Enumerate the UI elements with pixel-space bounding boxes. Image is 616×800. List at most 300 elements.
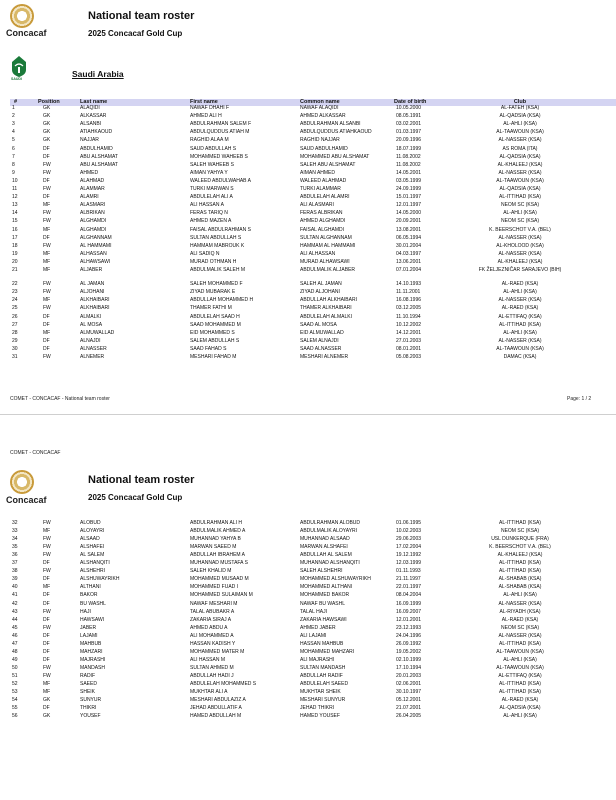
player-number: 32 <box>12 520 18 526</box>
player-number: 31 <box>12 354 18 360</box>
player-club: AL-ETTIFAQ (KSA) <box>498 672 542 679</box>
player-club: AL-TAAWOUN (KSA) <box>496 177 544 184</box>
player-number: 22 <box>12 281 18 288</box>
table-row <box>0 633 616 640</box>
player-position: DF <box>43 345 50 352</box>
player-date-of-birth: 30.01.2004 <box>396 242 422 249</box>
player-date-of-birth: 02.06.2001 <box>396 681 422 687</box>
player-common-name: JEHAD THIKRI <box>300 705 335 712</box>
table-row <box>0 297 616 304</box>
player-club: AL-AHLI (KSA) <box>503 656 537 663</box>
player-common-name: TURKI ALAMMAR <box>300 186 341 192</box>
player-first-name: ABDULMALIK SALEH M <box>190 267 246 273</box>
player-first-name: ABDULELAH ALI A <box>190 194 233 201</box>
table-row <box>0 305 616 312</box>
table-row <box>0 536 616 543</box>
player-first-name: FAISAL ABDULRAHMAN S <box>190 226 251 233</box>
player-last-name: ALHASSAN <box>80 250 107 257</box>
player-club: AL-ITTIHAD (KSA) <box>499 689 541 696</box>
player-club: AL-NASSER (KSA) <box>498 137 542 144</box>
player-number: 19 <box>12 250 18 257</box>
player-club: NEOM SC (KSA) <box>500 218 540 225</box>
table-row <box>0 601 616 608</box>
player-position: GK <box>43 121 51 128</box>
player-position: FW <box>43 664 51 671</box>
player-club: AL-ITTIHAD (KSA) <box>499 321 541 328</box>
player-club: NEOM SC (KSA) <box>500 624 540 631</box>
player-last-name: ALMALKI <box>80 313 102 320</box>
player-date-of-birth: 29.06.2003 <box>396 536 422 543</box>
player-club: AL-AHLI (KSA) <box>503 121 537 128</box>
player-date-of-birth: 14.12.2001 <box>396 329 422 336</box>
player-club: AL-SHABAB (KSA) <box>498 584 542 591</box>
player-club: AL-AHLI (KSA) <box>503 289 537 296</box>
player-date-of-birth: 18.07.1999 <box>396 145 422 152</box>
player-common-name: ABDULMALIK ALJABER <box>300 267 356 273</box>
table-row <box>0 330 616 337</box>
player-common-name: MESHARI ALNEMER <box>300 354 349 360</box>
player-position: GK <box>43 713 51 720</box>
player-last-name: AL JAMAN <box>80 281 105 288</box>
player-number: 48 <box>12 648 18 655</box>
table-row <box>0 146 616 153</box>
table-row <box>0 281 616 288</box>
player-last-name: ALOBUD <box>80 520 101 526</box>
player-date-of-birth: 14.05.2001 <box>396 169 422 176</box>
player-date-of-birth: 11.10.1994 <box>396 313 421 320</box>
player-date-of-birth: 08.01.2001 <box>396 345 422 352</box>
player-club: AL-RIYADH (KSA) <box>499 608 541 615</box>
player-first-name: ALI HASSAN A <box>190 202 224 209</box>
col-commonname-header: Common name <box>300 99 340 105</box>
player-common-name: AHMED JABER <box>300 624 336 631</box>
player-position: DF <box>43 337 50 344</box>
player-common-name: MARWAN ALSHAFEI <box>300 544 348 551</box>
player-last-name: HAWSAWI <box>80 616 105 623</box>
player-number: 16 <box>12 226 18 233</box>
player-first-name: SALEH MOHAMMED F <box>190 281 243 288</box>
player-position: DF <box>43 616 50 623</box>
player-first-name: MOHAMMED FUAD I <box>190 584 239 591</box>
player-number: 24 <box>12 297 18 304</box>
player-date-of-birth: 13.06.2001 <box>396 258 422 265</box>
player-common-name: SULTAN ALGHANNAM <box>300 234 352 241</box>
table-row <box>0 113 616 120</box>
player-club: AL-ITTIHAD (KSA) <box>499 194 541 201</box>
player-date-of-birth: 16.09.2007 <box>396 608 422 615</box>
player-last-name: LAJAMI <box>80 632 98 639</box>
player-club: AL-TAAWOUN (KSA) <box>496 345 544 352</box>
player-last-name: ALAHMAD <box>80 177 105 184</box>
player-common-name: ZAKARIA HAWSAWI <box>300 616 347 623</box>
player-club: AL-RAED (KSA) <box>501 616 539 623</box>
player-first-name: ALI HASSAN M <box>190 656 226 663</box>
player-common-name: TALAL HAJI <box>300 608 327 615</box>
player-position: FW <box>43 624 51 631</box>
player-date-of-birth: 05.12.2001 <box>396 697 422 704</box>
player-date-of-birth: 14.05.2000 <box>396 210 422 217</box>
player-last-name: NAJJAR <box>80 137 99 144</box>
player-position: DF <box>43 234 50 241</box>
player-common-name: MURAD ALHAWSAWI <box>300 258 350 265</box>
player-club: AL-QADSIA (KSA) <box>499 113 541 120</box>
table-row <box>0 210 616 217</box>
player-last-name: ALKHAIBARI <box>80 305 110 312</box>
player-last-name: ALJABER <box>80 267 103 273</box>
player-position: FW <box>43 161 51 168</box>
player-club: AL-RAED (KSA) <box>501 697 539 704</box>
player-number: 37 <box>12 560 18 567</box>
player-position: DF <box>43 640 50 647</box>
player-date-of-birth: 17.02.2004 <box>396 544 422 551</box>
table-row <box>0 354 616 361</box>
player-club: AL-RAED (KSA) <box>501 305 539 312</box>
player-common-name: ALI ALHASSAN <box>300 250 336 257</box>
footer-left: COMET - CONCACAF - National team roster <box>10 396 110 402</box>
player-common-name: NAWAF ALAQIDI <box>300 105 339 111</box>
player-number: 45 <box>12 624 18 631</box>
player-common-name: ABDULLAH AL SALEM <box>300 552 352 559</box>
player-common-name: RAGHID NAJJAR <box>300 137 340 144</box>
player-number: 39 <box>12 576 18 583</box>
player-date-of-birth: 13.08.2001 <box>396 226 422 233</box>
player-last-name: MAHZARI <box>80 648 103 655</box>
player-first-name: RAGHID ALAA M <box>190 137 229 144</box>
table-row <box>0 592 616 599</box>
player-first-name: SAUD ABDULLAH S <box>190 145 237 152</box>
player-position: FW <box>43 608 51 615</box>
player-club: AL-AHLI (KSA) <box>503 592 537 599</box>
player-club: AL-ITTIHAD (KSA) <box>499 560 541 567</box>
player-first-name: ABDULLAH HADI J <box>190 672 234 679</box>
player-club: DAMAC (KSA) <box>503 354 537 360</box>
player-first-name: NAWAF MESHARI M <box>190 600 238 607</box>
player-last-name: ALNASSER <box>80 345 107 352</box>
player-position: FW <box>43 354 51 360</box>
player-common-name: WALEED ALAHMAD <box>300 177 347 184</box>
player-club: AL-NASSER (KSA) <box>498 297 542 304</box>
player-number: 49 <box>12 656 18 663</box>
table-row <box>0 528 616 535</box>
player-first-name: ZAKARIA SIRAJ A <box>190 616 232 623</box>
player-first-name: SULTAN ABDULLAH S <box>190 234 242 241</box>
player-position: GK <box>43 129 51 136</box>
table-row <box>0 346 616 353</box>
table-row <box>0 235 616 242</box>
player-common-name: AIMAN AHMED <box>300 169 336 176</box>
player-number: 35 <box>12 544 18 551</box>
player-club: AL-NASSER (KSA) <box>498 250 542 257</box>
table-row <box>0 267 616 274</box>
player-last-name: AL MOSA <box>80 321 103 328</box>
player-date-of-birth: 20.09.1996 <box>396 137 422 144</box>
player-club: AL-KHOLOOD (KSA) <box>496 242 544 249</box>
player-first-name: ABDULELAH MOHAMMED S <box>190 681 257 687</box>
player-last-name: ALSHANQITI <box>80 560 110 567</box>
player-last-name: ALTHANI <box>80 584 101 591</box>
player-position: FW <box>43 305 51 312</box>
player-club: AL-AHLI (KSA) <box>503 713 537 720</box>
player-first-name: NAWAF DHAHI F <box>190 105 230 111</box>
player-last-name: ALMUWALLAD <box>80 329 115 336</box>
player-club: AL-NASSER (KSA) <box>498 169 542 176</box>
player-last-name: ATIAHKAOUD <box>80 129 113 136</box>
player-position: DF <box>43 313 50 320</box>
table-row <box>0 251 616 258</box>
player-position: MF <box>43 202 51 209</box>
player-position: FW <box>43 672 51 679</box>
table-row <box>0 170 616 177</box>
player-date-of-birth: 10.02.2003 <box>396 528 422 535</box>
player-first-name: TALAL ABUBAKR A <box>190 608 235 615</box>
player-position: DF <box>43 592 50 599</box>
table-row <box>0 520 616 527</box>
player-date-of-birth: 11.11.2001 <box>396 289 421 296</box>
player-position: MF <box>43 528 51 535</box>
player-last-name: AL SALEM <box>80 552 105 559</box>
player-number: 12 <box>12 194 18 201</box>
table-row <box>0 705 616 712</box>
player-last-name: SHEIK <box>80 689 96 696</box>
federation-badge-text: SAUDI <box>11 77 22 81</box>
player-position: FW <box>43 536 51 543</box>
player-number: 52 <box>12 681 18 687</box>
player-club: AL-SHABAB (KSA) <box>498 576 542 583</box>
player-first-name: AHMED ALI H <box>190 113 222 120</box>
player-common-name: ABDULELAH ALMALKI <box>300 313 352 320</box>
player-club: AL-KHALEEJ (KSA) <box>497 161 543 168</box>
player-position: FW <box>43 520 51 526</box>
player-number: 55 <box>12 705 18 712</box>
player-position: DF <box>43 145 50 152</box>
player-common-name: ABDULRAHMAN ALSANBI <box>300 121 361 128</box>
player-club: AL-KHALEEJ (KSA) <box>497 258 543 265</box>
table-row <box>0 314 616 321</box>
player-number: 40 <box>12 584 18 591</box>
player-date-of-birth: 26.09.1992 <box>396 640 422 647</box>
player-position: FW <box>43 242 51 249</box>
player-position: DF <box>43 194 50 201</box>
player-position: GK <box>43 137 51 144</box>
player-first-name: MOHAMMED SULAIMAN M <box>190 592 253 599</box>
table-row <box>0 259 616 266</box>
player-last-name: ALSHEHRI <box>80 568 106 575</box>
player-date-of-birth: 17.10.1994 <box>396 664 422 671</box>
player-number: 34 <box>12 536 18 543</box>
page-subtitle: 2025 Concacaf Gold Cup <box>88 29 183 38</box>
player-number: 7 <box>12 153 15 160</box>
player-date-of-birth: 27.01.2003 <box>396 337 422 344</box>
table-row <box>0 289 616 296</box>
player-first-name: HAMMAM MABROUK K <box>190 242 245 249</box>
player-number: 27 <box>12 321 18 328</box>
player-first-name: JEHAD ABDULLATIF A <box>190 705 242 712</box>
player-common-name: ABDULLAH RADIF <box>300 672 343 679</box>
player-first-name: SULTAN AHMED M <box>190 664 234 671</box>
table-row <box>0 689 616 696</box>
player-common-name: AHMED ALKASSAR <box>300 113 346 120</box>
player-last-name: ABU ALSHAMAT <box>80 161 118 168</box>
player-first-name: HASSAN KADISH Y <box>190 640 236 647</box>
player-last-name: ALKHAIBARI <box>80 297 110 304</box>
player-number: 41 <box>12 592 18 599</box>
table-row <box>0 617 616 624</box>
player-common-name: MUKHTAR SHEIK <box>300 689 341 696</box>
player-position: DF <box>43 153 50 160</box>
player-first-name: AIMAN YAHYA Y <box>190 169 228 176</box>
player-common-name: SULTAN MANDASH <box>300 664 346 671</box>
player-club: NEOM SC (KSA) <box>500 528 540 535</box>
player-number: 43 <box>12 608 18 615</box>
player-last-name: YOUSEF <box>80 713 101 720</box>
table-row <box>0 697 616 704</box>
player-first-name: SALEH KHALID M <box>190 568 232 575</box>
player-club: AL-KHALEEJ (KSA) <box>497 552 543 559</box>
table-row <box>0 194 616 201</box>
table-row <box>0 186 616 193</box>
player-last-name: SAEED <box>80 681 97 687</box>
player-date-of-birth: 16.09.1999 <box>396 600 422 607</box>
player-number: 11 <box>12 186 18 192</box>
player-last-name: ALAQIDI <box>80 105 100 111</box>
player-date-of-birth: 12.03.1999 <box>396 560 422 567</box>
table-row <box>0 673 616 680</box>
player-first-name: MURAD OTHMAN H <box>190 258 237 265</box>
table-row <box>0 713 616 720</box>
player-position: MF <box>43 297 51 304</box>
country-name: Saudi Arabia <box>72 69 124 79</box>
player-first-name: ZIYAD MUBARAK E <box>190 289 236 296</box>
table-row <box>0 649 616 656</box>
player-common-name: SAAD ALNASSER <box>300 345 342 352</box>
player-common-name: SALEH AL JAMAN <box>300 281 342 288</box>
player-club: AL-NASSER (KSA) <box>498 337 542 344</box>
player-date-of-birth: 20.01.2003 <box>396 672 422 679</box>
player-number: 36 <box>12 552 18 559</box>
player-number: 3 <box>12 121 15 128</box>
player-date-of-birth: 16.08.1996 <box>396 297 422 304</box>
table-row <box>0 641 616 648</box>
player-common-name: NAWAF BU WASHL <box>300 600 346 607</box>
player-first-name: ABDULQUDDUS ATIAH M <box>190 129 250 136</box>
table-row <box>0 322 616 329</box>
player-number: 8 <box>12 161 15 168</box>
player-first-name: THAMER FATHI M <box>190 305 232 312</box>
player-last-name: RADIF <box>80 672 95 679</box>
player-date-of-birth: 26.04.2005 <box>396 713 422 720</box>
page-title: National team roster <box>88 10 195 22</box>
player-first-name: ABDULLAH MOHAMMED H <box>190 297 254 304</box>
player-position: DF <box>43 576 50 583</box>
player-date-of-birth: 19.12.1992 <box>396 552 422 559</box>
player-position: MF <box>43 267 51 273</box>
concacaf-logo-text: Concacaf <box>6 495 47 505</box>
player-number: 4 <box>12 129 15 136</box>
player-date-of-birth: 21.11.1997 <box>396 576 421 583</box>
player-first-name: SAAD MOHAMMED M <box>190 321 241 328</box>
player-last-name: JABER <box>80 624 97 631</box>
player-position: MF <box>43 258 51 265</box>
player-number: 15 <box>12 218 18 225</box>
col-club-header: Club <box>513 99 527 105</box>
player-common-name: HASSAN MAHBUB <box>300 640 344 647</box>
player-number: 42 <box>12 600 18 607</box>
player-last-name: ABDULHAMID <box>80 145 113 152</box>
player-date-of-birth: 22.01.1997 <box>396 584 422 591</box>
player-date-of-birth: 03.02.2001 <box>396 121 422 128</box>
player-date-of-birth: 01.11.1993 <box>396 568 421 575</box>
player-number: 25 <box>12 305 18 312</box>
player-first-name: ABDULELAH SAAD H <box>190 313 240 320</box>
player-club: AL-AHLI (KSA) <box>503 210 537 217</box>
player-first-name: MESHARI FAHAD M <box>190 354 237 360</box>
table-row <box>0 154 616 161</box>
player-position: DF <box>43 560 50 567</box>
player-position: FW <box>43 544 51 551</box>
player-first-name: MUKHTAR ALI A <box>190 689 228 696</box>
player-common-name: SALEH ALSHEHRI <box>300 568 343 575</box>
concacaf-logo-icon <box>10 4 34 28</box>
player-first-name: HAMED ABDULLAH M <box>190 713 242 720</box>
player-number: 30 <box>12 345 18 352</box>
table-row <box>0 568 616 575</box>
player-position: DF <box>43 632 50 639</box>
player-club: AL-NASSER (KSA) <box>498 600 542 607</box>
table-row <box>0 609 616 616</box>
page-2 <box>0 415 616 800</box>
table-row <box>0 560 616 567</box>
player-number: 5 <box>12 137 15 144</box>
player-date-of-birth: 03.12.2005 <box>396 305 422 312</box>
player-first-name: MUHANNAD YAHYA B <box>190 536 241 543</box>
player-first-name: SALEM ABDULLAH S <box>190 337 240 344</box>
player-date-of-birth: 24.09.1999 <box>396 186 422 192</box>
player-number: 51 <box>12 672 18 679</box>
player-last-name: THIKRI <box>80 705 97 712</box>
footer-page-number: Page: 1 / 2 <box>567 396 592 402</box>
player-common-name: MOHAMMED ALSHUWAYRIKH <box>300 576 371 583</box>
player-number: 26 <box>12 313 18 320</box>
player-first-name: MUHANNAD MUSTAFA S <box>190 560 248 567</box>
table-row <box>0 665 616 672</box>
player-position: FW <box>43 289 51 296</box>
player-position: MF <box>43 226 51 233</box>
player-first-name: WALEED ABDULWAHAB A <box>190 177 251 184</box>
player-common-name: SAAD AL MOSA <box>300 321 337 328</box>
player-last-name: ALASMARI <box>80 202 106 209</box>
player-number: 14 <box>12 210 18 217</box>
player-club: K. BEERSCHOT V.A. (BEL) <box>489 226 551 233</box>
player-last-name: MAHBUB <box>80 640 102 647</box>
player-number: 53 <box>12 689 18 696</box>
player-date-of-birth: 30.10.1997 <box>396 689 422 696</box>
player-common-name: SALEH ABU ALSHAMAT <box>300 161 356 168</box>
player-date-of-birth: 05.08.2003 <box>396 354 422 360</box>
player-number: 1 <box>12 105 15 111</box>
player-common-name: AHMED ALGHAMDI <box>300 218 346 225</box>
player-last-name: ALGHAMDI <box>80 226 107 233</box>
player-position: FW <box>43 552 51 559</box>
player-position: GK <box>43 105 51 111</box>
player-club: AL-QADSIA (KSA) <box>499 186 541 192</box>
player-first-name: AHMED ABDU A <box>190 624 228 631</box>
player-last-name: ALSAAD <box>80 536 100 543</box>
table-row <box>0 576 616 583</box>
player-first-name: MARWAN SAEED M <box>190 544 237 551</box>
player-club: AS ROMA (ITA) <box>502 145 538 152</box>
player-common-name: ZIYAD ALJOHANI <box>300 289 340 296</box>
player-club: FK ŽELJEZNIČAR SARAJEVO (BIH) <box>478 267 562 273</box>
